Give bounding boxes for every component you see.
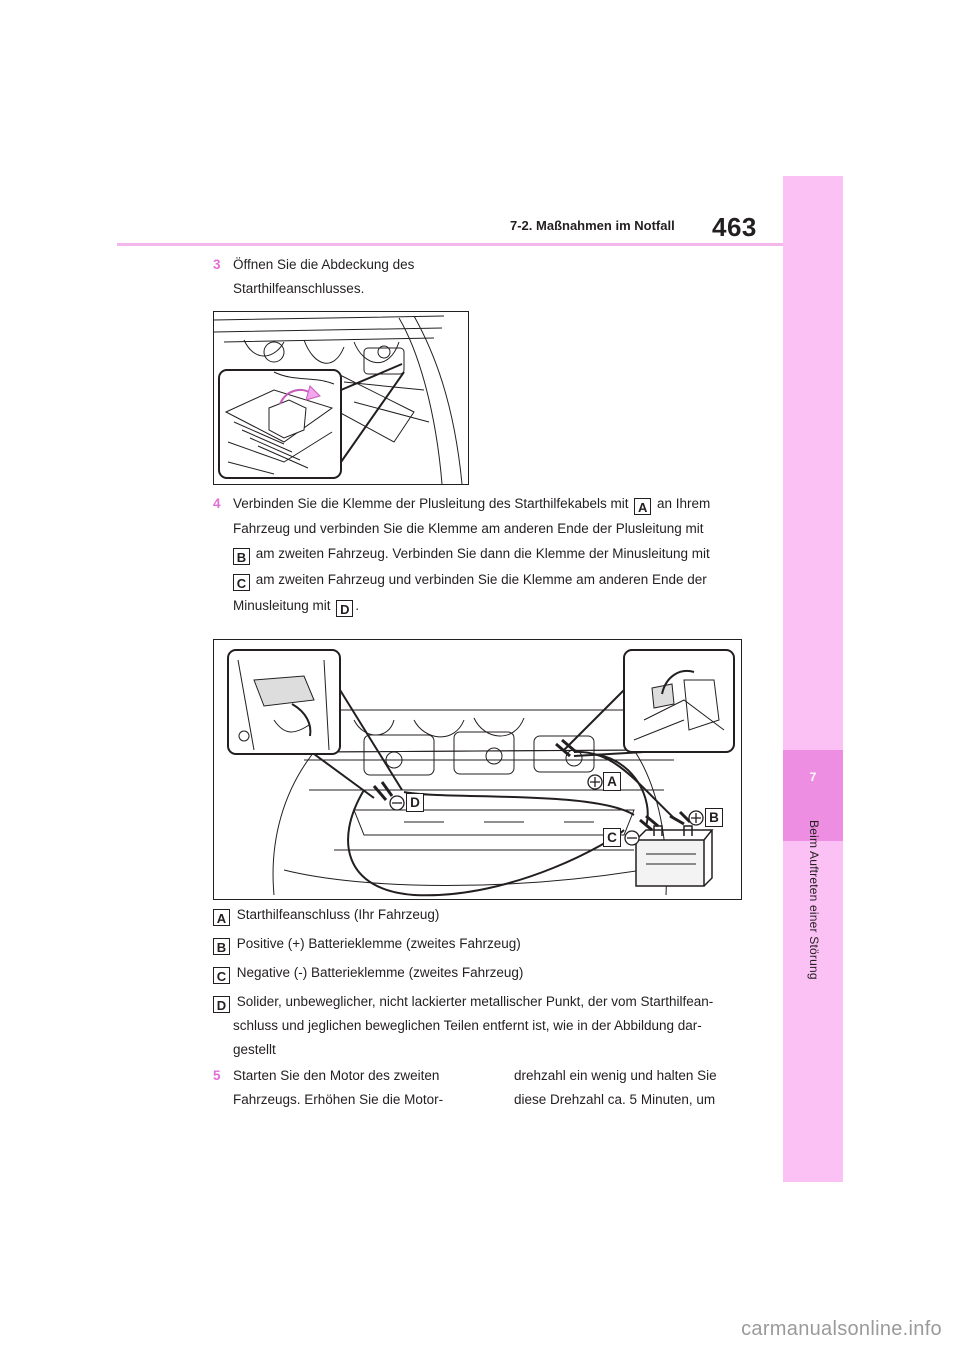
step-4-line-1-end: an Ihrem — [657, 496, 711, 511]
step-4-line-3 — [233, 542, 710, 566]
step-4-line-1-text: Verbinden Sie die Klemme der Plusleitung des Starthilfekabels mit — [233, 496, 629, 511]
step-4-line-3-text: am zweiten Fahrzeug. Verbinden Sie dann die Klemme der Minusleitung mit — [255, 546, 710, 561]
legend-text-c: Negative (-) Batterieklemme (zweites Fahrzeug) — [236, 965, 524, 980]
step-5-col-1-line-1: Starten Sie den Motor des zweiten — [233, 1068, 440, 1083]
chapter-number: 7 — [809, 770, 817, 784]
page-number: 463 — [712, 212, 757, 242]
legend-item-a — [213, 903, 439, 927]
step-5-col-2-line-1: drehzahl ein wenig und halten Sie — [514, 1068, 717, 1083]
step-4-line-2: Fahrzeug und verbinden Sie die Klemme am anderen Ende der Plusleitung mit — [233, 521, 704, 536]
legend-key-c: C — [213, 967, 230, 984]
figure-label-d: D — [406, 793, 424, 812]
label-d-box: D — [336, 600, 353, 617]
legend-text-d-line-2: schluss und jeglichen beweglichen Teilen entfernt ist, wie in der Abbildung dar- — [233, 1018, 702, 1033]
label-b-box: B — [233, 548, 250, 565]
label-c-box: C — [233, 574, 250, 591]
watermark: carmanualsonline.info — [741, 1318, 942, 1340]
legend-item-c — [213, 961, 523, 985]
step-5-col-1-line-2: Fahrzeugs. Erhöhen Sie die Motor- — [233, 1092, 444, 1107]
step-4-number: 4 — [213, 496, 221, 511]
jumper-cable-connection-illustration — [213, 639, 742, 900]
jump-start-cover-illustration — [213, 311, 469, 485]
legend-key-a: A — [213, 909, 230, 926]
step-3-number: 3 — [213, 257, 221, 272]
chapter-side-tab — [783, 176, 843, 1182]
step-4-line-4 — [233, 568, 707, 592]
step-3-line-1: Öffnen Sie die Abdeckung des — [233, 257, 415, 272]
figure-label-c: C — [603, 828, 621, 847]
legend-text-a: Starthilfeanschluss (Ihr Fahrzeug) — [236, 907, 440, 922]
legend-key-b: B — [213, 938, 230, 955]
figure-label-a: A — [603, 772, 621, 791]
legend-item-b — [213, 932, 521, 956]
figure-label-b: B — [705, 808, 723, 827]
step-3-line-2: Starthilfeanschlusses. — [233, 281, 365, 296]
section-title: 7-2. Maßnahmen im Notfall — [510, 218, 675, 233]
legend-text-d-line-3: gestellt — [233, 1042, 276, 1057]
legend-text-b: Positive (+) Batterieklemme (zweites Fahrzeug) — [236, 936, 521, 951]
chapter-title: Beim Auftreten einer Störung — [807, 820, 821, 980]
step-5-number: 5 — [213, 1068, 221, 1083]
legend-text-d: Solider, unbeweglicher, nicht lackierter metallischer Punkt, der vom Starthilfean- — [236, 994, 714, 1009]
step-4-line-5-end: . — [355, 598, 360, 613]
header-divider — [117, 243, 783, 246]
label-a-box: A — [634, 498, 651, 515]
step-5-col-2-line-2: diese Drehzahl ca. 5 Minuten, um — [514, 1092, 716, 1107]
step-4-line-5 — [233, 594, 359, 618]
step-4-line-1 — [233, 492, 710, 516]
legend-item-d — [213, 990, 713, 1014]
legend-key-d: D — [213, 996, 230, 1013]
step-4-line-5-text: Minusleitung mit — [233, 598, 331, 613]
step-4-line-4-text: am zweiten Fahrzeug und verbinden Sie die Klemme am anderen Ende der — [255, 572, 707, 587]
